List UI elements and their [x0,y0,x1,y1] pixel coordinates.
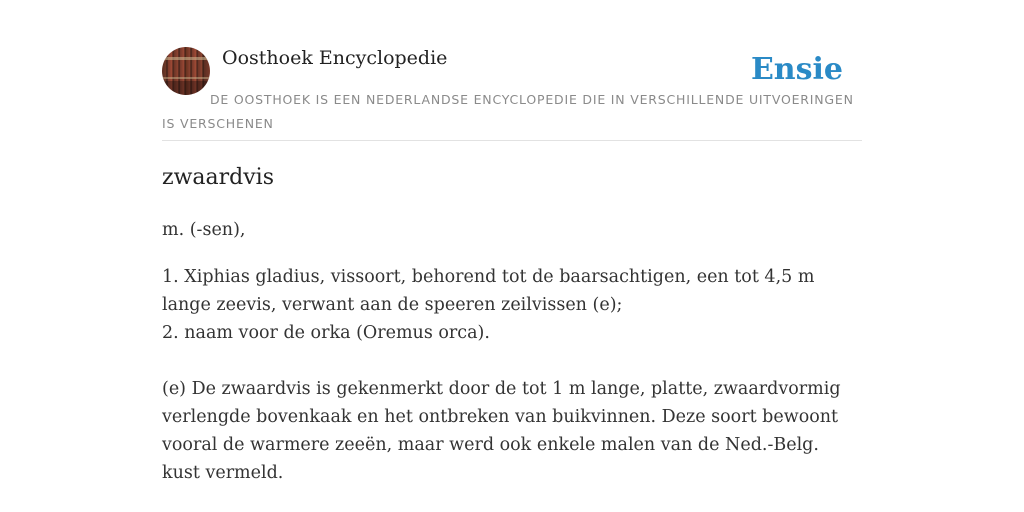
definition-2: 2. naam voor de orka (Oremus orca). [162,323,490,343]
ensie-logo-link[interactable]: Ensie [750,52,843,87]
grammar-note: m. (-sen), [162,220,246,240]
definition-1: 1. Xiphias gladius, vissoort, behorend tot de baarsachtigen, een tot 4,5 m lange zeevis, verwant aan de speeren zeilvissen (e); [162,267,815,315]
entry-title: zwaardvis [162,165,275,190]
site-header [162,46,862,141]
spacer-line [162,347,862,375]
site-description: DE OOSTHOEK IS EEN NEDERLANDSE ENCYCLOPEDIE DIE IN VERSCHILLENDE UITVOERINGEN IS VERSCHENEN [162,92,854,131]
site-title[interactable]: Oosthoek Encyclopedie [222,47,448,69]
explanatory-note: (e) De zwaardvis is gekenmerkt door de tot 1 m lange, platte, zwaardvormig verlengde bovenkaak en het ontbreken van buikvinnen. Deze soort bewoont vooral de warmere zeeën, maar werd ook enkele malen van de Ned.-Belg. kust vermeld. [162,379,841,483]
entry-content [162,216,862,487]
